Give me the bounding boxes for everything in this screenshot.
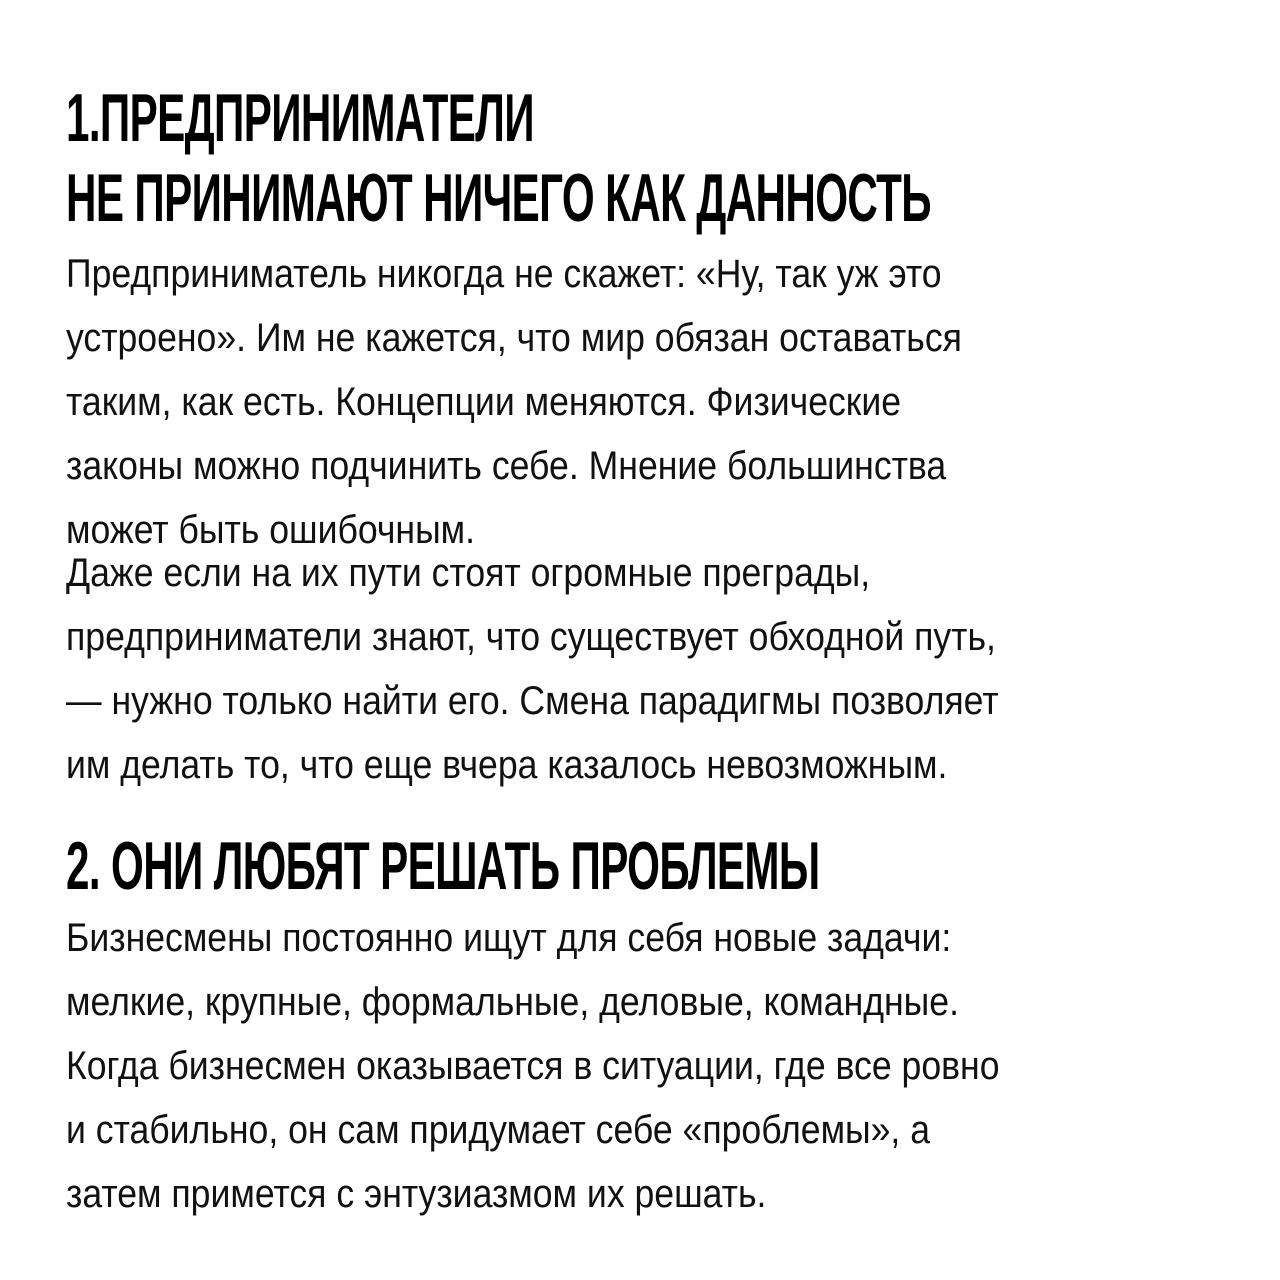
text-line: Даже если на их пути стоят огромные преграды,: [66, 551, 871, 595]
text-line: предприниматели знают, что существует обходной путь,: [66, 615, 996, 659]
section-1-paragraph-2: [66, 541, 999, 797]
text-line: Бизнесмены постоянно ищут для себя новые задачи:: [66, 916, 952, 960]
section-1-heading: [66, 78, 931, 238]
text-line: устроено». Им не кажется, что мир обязан оставаться: [66, 316, 962, 360]
text-line: таким, как есть. Концепции меняются. Физические: [66, 380, 902, 424]
text-line: и стабильно, он сам придумает себе «проблемы», а: [66, 1108, 931, 1152]
text-line: затем примется с энтузиазмом их решать.: [66, 1172, 767, 1216]
text-line: им делать то, что еще вчера казалось невозможным.: [66, 743, 948, 787]
text-line: может быть ошибочным.: [66, 508, 476, 552]
heading-line: 1.ПРЕДПРИНИМАТЕЛИ: [66, 80, 534, 156]
section-2-heading: [66, 826, 820, 906]
heading-line: НЕ ПРИНИМАЮТ НИЧЕГО КАК ДАННОСТЬ: [66, 160, 931, 236]
text-line: мелкие, крупные, формальные, деловые, командные.: [66, 980, 959, 1024]
section-2-paragraph-1: [66, 906, 999, 1226]
text-line: — нужно только найти его. Смена парадигмы позволяет: [66, 679, 999, 723]
heading-line: 2. ОНИ ЛЮБЯТ РЕШАТЬ ПРОБЛЕМЫ: [66, 828, 820, 904]
text-line: Когда бизнесмен оказывается в ситуации, где все ровно: [66, 1044, 1000, 1088]
text-line: Предприниматель никогда не скажет: «Ну, так уж это: [66, 252, 942, 296]
text-line: законы можно подчинить себе. Мнение большинства: [66, 444, 947, 488]
section-1-paragraph-1: [66, 242, 962, 562]
